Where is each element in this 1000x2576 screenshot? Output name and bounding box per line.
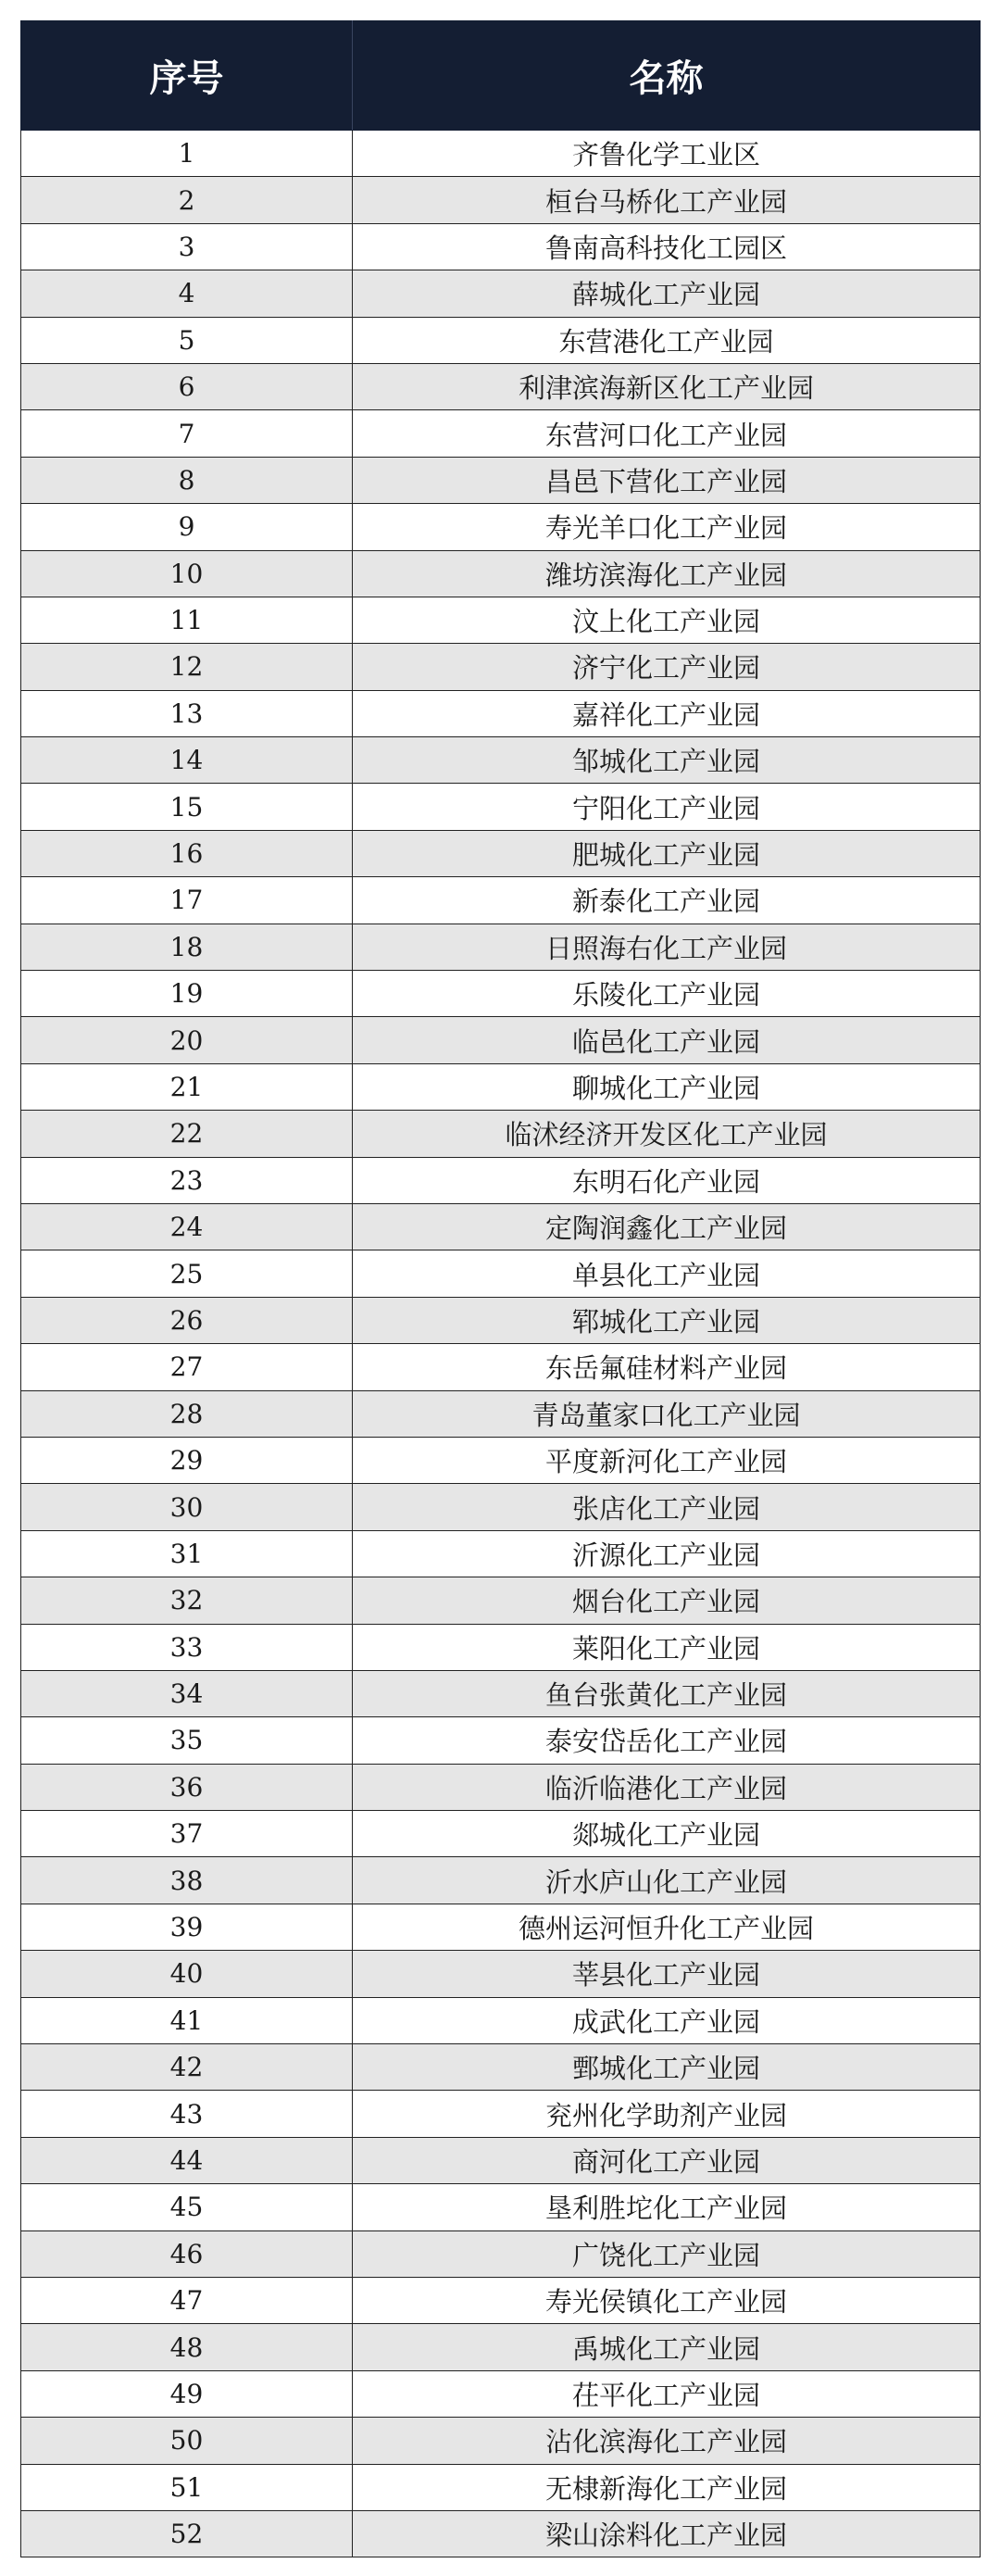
table-row [21,1063,981,1110]
table-row [21,550,981,597]
park-name-cell: 临沂临港化工产业园 [353,1764,981,1810]
table-row [21,410,981,457]
row-number-cell: 1 [21,131,353,177]
row-number-cell: 34 [21,1670,353,1716]
table-row [21,1624,981,1670]
park-name-cell: 邹城化工产业园 [353,737,981,784]
park-name-cell: 张店化工产业园 [353,1484,981,1530]
row-number-cell: 22 [21,1111,353,1157]
row-number-cell: 48 [21,2324,353,2370]
table-row [21,457,981,503]
table-row [21,971,981,1017]
park-name-cell: 莘县化工产业园 [353,1951,981,1997]
park-name-cell: 桓台马桥化工产业园 [353,177,981,223]
table-row [21,1811,981,1857]
park-name-cell: 东岳氟硅材料产业园 [353,1344,981,1390]
park-name-cell: 鲁南高科技化工园区 [353,223,981,270]
table-row [21,2277,981,2323]
table-row [21,131,981,177]
row-number-cell: 23 [21,1157,353,1203]
table-row [21,784,981,830]
table-header-row [21,21,981,131]
table-row [21,2044,981,2091]
table-row [21,1017,981,1063]
row-number-cell: 30 [21,1484,353,1530]
table-row [21,1577,981,1624]
row-number-cell: 10 [21,550,353,597]
row-number-cell: 13 [21,690,353,736]
table-row [21,1997,981,2043]
park-name-cell: 禹城化工产业园 [353,2324,981,2370]
row-number-cell: 24 [21,1203,353,1250]
park-name-cell: 济宁化工产业园 [353,644,981,690]
row-number-cell: 37 [21,1811,353,1857]
table-row [21,924,981,970]
park-name-cell: 德州运河恒升化工产业园 [353,1904,981,1950]
park-name-cell: 东营港化工产业园 [353,317,981,363]
table-row [21,830,981,876]
table-row [21,1390,981,1437]
park-name-cell: 垦利胜坨化工产业园 [353,2184,981,2230]
table-row [21,597,981,643]
park-name-cell: 沂源化工产业园 [353,1530,981,1577]
table-row [21,504,981,550]
park-name-cell: 郓城化工产业园 [353,1297,981,1343]
park-name-cell: 齐鲁化学工业区 [353,131,981,177]
chemical-park-table [20,20,981,2557]
table-header [21,21,981,131]
row-number-cell: 40 [21,1951,353,1997]
table-row [21,1297,981,1343]
park-name-cell: 新泰化工产业园 [353,877,981,924]
row-number-cell: 15 [21,784,353,830]
table-row [21,1203,981,1250]
park-name-cell: 临邑化工产业园 [353,1017,981,1063]
row-number-cell: 19 [21,971,353,1017]
row-number-cell: 14 [21,737,353,784]
row-number-cell: 31 [21,1530,353,1577]
table-row [21,1857,981,1904]
row-number-cell: 16 [21,830,353,876]
park-name-cell: 嘉祥化工产业园 [353,690,981,736]
column-header-number: 序号 [21,21,353,131]
park-name-cell: 定陶润鑫化工产业园 [353,1203,981,1250]
row-number-cell: 12 [21,644,353,690]
park-name-cell: 梁山涂料化工产业园 [353,2510,981,2557]
park-name-cell: 沾化滨海化工产业园 [353,2418,981,2464]
park-name-cell: 临沭经济开发区化工产业园 [353,1111,981,1157]
park-name-cell: 聊城化工产业园 [353,1063,981,1110]
park-name-cell: 昌邑下营化工产业园 [353,457,981,503]
park-name-cell: 烟台化工产业园 [353,1577,981,1624]
row-number-cell: 5 [21,317,353,363]
table-row [21,2324,981,2370]
row-number-cell: 20 [21,1017,353,1063]
row-number-cell: 25 [21,1250,353,1297]
row-number-cell: 47 [21,2277,353,2323]
park-name-cell: 潍坊滨海化工产业园 [353,550,981,597]
row-number-cell: 49 [21,2370,353,2417]
row-number-cell: 43 [21,2091,353,2137]
park-name-cell: 泰安岱岳化工产业园 [353,1717,981,1764]
row-number-cell: 28 [21,1390,353,1437]
park-name-cell: 兖州化学助剂产业园 [353,2091,981,2137]
table-row [21,1904,981,1950]
table-row [21,2370,981,2417]
row-number-cell: 17 [21,877,353,924]
row-number-cell: 42 [21,2044,353,2091]
park-name-cell: 寿光侯镇化工产业园 [353,2277,981,2323]
park-name-cell: 成武化工产业园 [353,1997,981,2043]
row-number-cell: 7 [21,410,353,457]
park-name-cell: 沂水庐山化工产业园 [353,1857,981,1904]
park-name-cell: 肥城化工产业园 [353,830,981,876]
park-name-cell: 东营河口化工产业园 [353,410,981,457]
park-name-cell: 利津滨海新区化工产业园 [353,363,981,409]
park-name-cell: 无棣新海化工产业园 [353,2464,981,2510]
park-name-cell: 寿光羊口化工产业园 [353,504,981,550]
row-number-cell: 52 [21,2510,353,2557]
row-number-cell: 35 [21,1717,353,1764]
table-row [21,1530,981,1577]
table-row [21,1717,981,1764]
table-row [21,1250,981,1297]
row-number-cell: 39 [21,1904,353,1950]
row-number-cell: 36 [21,1764,353,1810]
row-number-cell: 50 [21,2418,353,2464]
row-number-cell: 45 [21,2184,353,2230]
row-number-cell: 41 [21,1997,353,2043]
park-name-cell: 单县化工产业园 [353,1250,981,1297]
table-row [21,1951,981,1997]
park-name-cell: 商河化工产业园 [353,2137,981,2183]
row-number-cell: 6 [21,363,353,409]
table-row [21,1764,981,1810]
table-row [21,1111,981,1157]
table-row [21,2230,981,2277]
table-row [21,690,981,736]
table-row [21,270,981,317]
table-row [21,1437,981,1483]
park-name-cell: 日照海右化工产业园 [353,924,981,970]
row-number-cell: 21 [21,1063,353,1110]
table-row [21,1484,981,1530]
row-number-cell: 29 [21,1437,353,1483]
table-row [21,2464,981,2510]
row-number-cell: 26 [21,1297,353,1343]
park-name-cell: 青岛董家口化工产业园 [353,1390,981,1437]
park-name-cell: 郯城化工产业园 [353,1811,981,1857]
table-row [21,2184,981,2230]
row-number-cell: 51 [21,2464,353,2510]
table-row [21,2418,981,2464]
table-row [21,737,981,784]
park-name-cell: 东明石化产业园 [353,1157,981,1203]
row-number-cell: 38 [21,1857,353,1904]
park-name-cell: 平度新河化工产业园 [353,1437,981,1483]
park-name-cell: 薛城化工产业园 [353,270,981,317]
row-number-cell: 9 [21,504,353,550]
table-row [21,1157,981,1203]
row-number-cell: 27 [21,1344,353,1390]
row-number-cell: 32 [21,1577,353,1624]
park-name-cell: 宁阳化工产业园 [353,784,981,830]
park-name-cell: 鄄城化工产业园 [353,2044,981,2091]
row-number-cell: 18 [21,924,353,970]
row-number-cell: 4 [21,270,353,317]
row-number-cell: 11 [21,597,353,643]
table-row [21,317,981,363]
table-row [21,2510,981,2557]
row-number-cell: 2 [21,177,353,223]
park-name-cell: 鱼台张黄化工产业园 [353,1670,981,1716]
park-name-cell: 莱阳化工产业园 [353,1624,981,1670]
row-number-cell: 46 [21,2230,353,2277]
park-name-cell: 茌平化工产业园 [353,2370,981,2417]
row-number-cell: 8 [21,457,353,503]
table-row [21,2091,981,2137]
row-number-cell: 44 [21,2137,353,2183]
park-name-cell: 汶上化工产业园 [353,597,981,643]
table-row [21,2137,981,2183]
park-name-cell: 乐陵化工产业园 [353,971,981,1017]
table-row [21,223,981,270]
table-row [21,363,981,409]
column-header-name: 名称 [353,21,981,131]
park-name-cell: 广饶化工产业园 [353,2230,981,2277]
table-body [21,131,981,2557]
row-number-cell: 3 [21,223,353,270]
table-row [21,1344,981,1390]
row-number-cell: 33 [21,1624,353,1670]
table-row [21,644,981,690]
table-row [21,177,981,223]
table-row [21,877,981,924]
table-row [21,1670,981,1716]
